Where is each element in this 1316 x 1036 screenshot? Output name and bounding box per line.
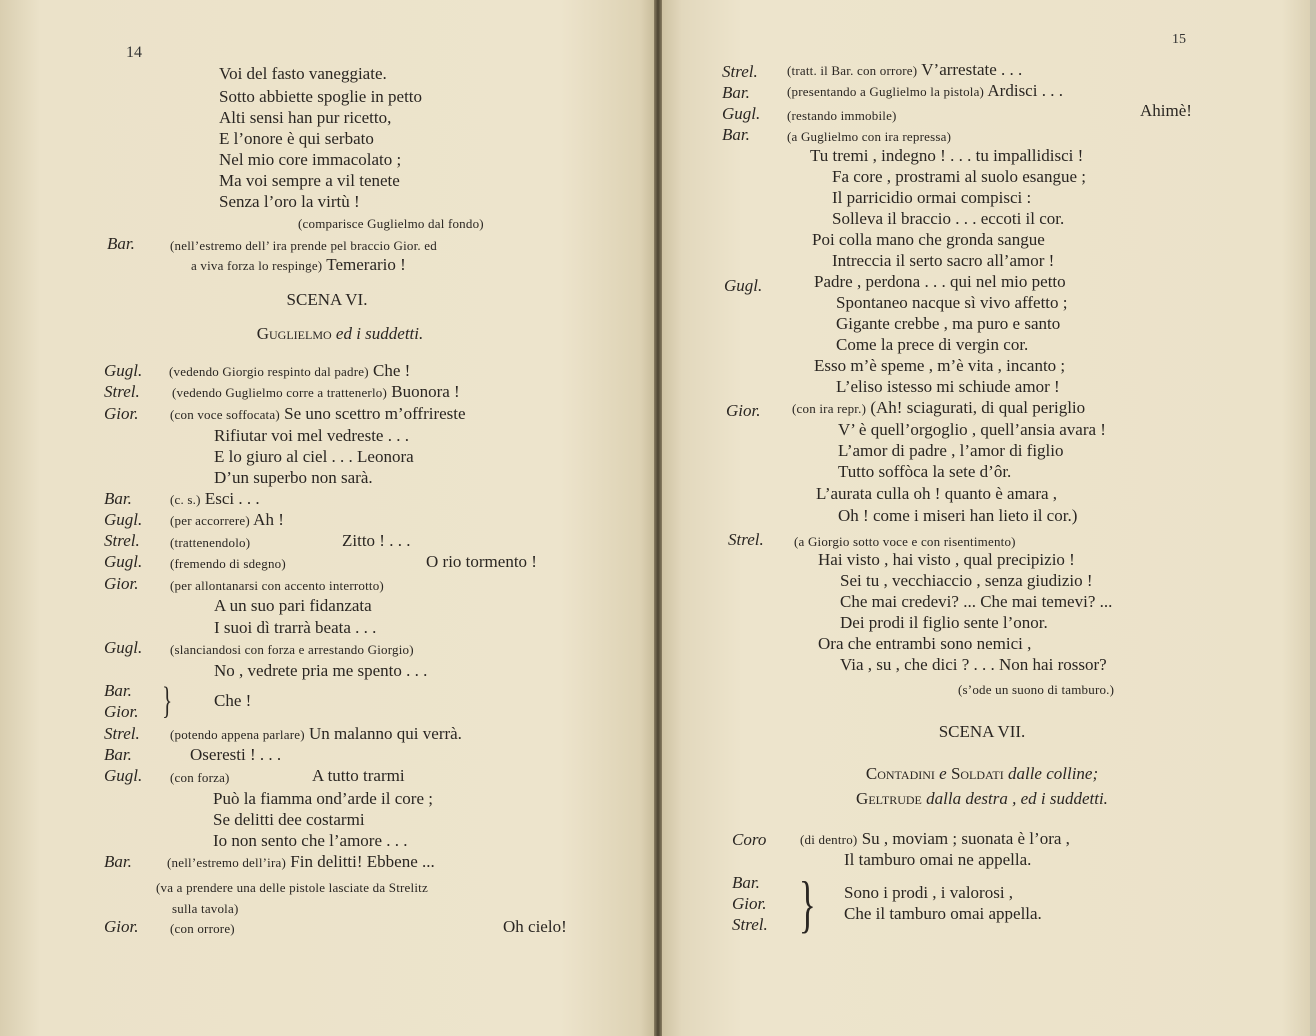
speaker: Strel. <box>722 62 758 81</box>
verse-line: A un suo pari fidanzata <box>214 596 372 615</box>
dialogue-line <box>170 724 462 745</box>
verse-line: Senza l’oro la virtù ! <box>219 192 360 211</box>
speaker: Bar. <box>722 83 750 102</box>
verse-line: Via , su , che dici ? . . . Non hai rossor? <box>840 655 1107 674</box>
subtitle-rest: e <box>939 764 947 783</box>
verse-line: Padre , perdona . . . qui nel mio petto <box>814 272 1066 291</box>
scene-title: SCENA VI. <box>286 290 368 309</box>
page-edge <box>1310 0 1316 1036</box>
verse-line: Voi del fasto vaneggiate. <box>219 64 387 83</box>
stage-direction: (con voce soffocata) <box>170 407 280 422</box>
verse-line: Intreccia il serto sacro all’amor ! <box>832 251 1055 270</box>
dialogue-text: Su , moviam ; suonata è l’ora , <box>861 829 1070 848</box>
dialogue-text: (Ah! sciagurati, di qual periglio <box>870 398 1086 417</box>
speaker: Gior. <box>104 702 139 721</box>
speaker: Strel. <box>732 915 768 934</box>
verse-line: Sei tu , vecchiaccio , senza giudizio ! <box>840 571 1093 590</box>
speaker: Gugl. <box>724 276 763 295</box>
verse-line: Tu tremi , indegno ! . . . tu impallidisci ! <box>810 146 1084 165</box>
verse-line: D’un superbo non sarà. <box>214 468 373 487</box>
speaker: Gior. <box>726 401 761 420</box>
verse-line: Oh ! come i miseri han lieto il cor.) <box>838 506 1078 525</box>
speaker: Bar. <box>722 125 750 144</box>
dialogue-text: Ardisci . . . <box>987 81 1063 100</box>
verse-line: Ora che entrambi sono nemici , <box>818 634 1032 653</box>
verse-line: V’ è quell’orgoglio , quell’ansia avara ! <box>838 420 1106 439</box>
speaker: Gior. <box>732 894 767 913</box>
verse-line: Se delitti dee costarmi <box>213 810 365 829</box>
character-name: Geltrude <box>856 789 922 808</box>
dialogue-text: V’arrestate . . . <box>921 60 1023 79</box>
stage-direction: (c. s.) <box>170 492 201 507</box>
verse-line: Solleva il braccio . . . eccoti il cor. <box>832 209 1065 228</box>
speaker: Gugl. <box>722 104 761 123</box>
dialogue-line <box>170 510 284 531</box>
speaker: Strel. <box>104 382 140 401</box>
verse-line: Che mai credevi? ... Che mai temevi? ... <box>840 592 1113 611</box>
dialogue-text: Esci . . . <box>204 489 260 508</box>
verse-line: Può la fiamma ond’arde il core ; <box>213 789 433 808</box>
stage-direction: (di dentro) <box>800 832 858 847</box>
verse-line: Fa core , prostrami al suolo esangue ; <box>832 167 1086 186</box>
stage-direction: (restando immobile) <box>787 108 897 123</box>
speaker: Bar. <box>104 681 132 700</box>
dialogue-text: A tutto trarmi <box>312 766 405 785</box>
speaker: Gugl. <box>104 510 143 529</box>
dialogue-text: Buonora ! <box>391 382 460 401</box>
scene-subtitle <box>0 324 654 344</box>
dialogue-text: Zitto ! . . . <box>342 531 411 550</box>
dialogue-text: Fin delitti! Ebbene ... <box>290 852 435 871</box>
speaker: Gugl. <box>104 638 143 657</box>
verse-line: Sono i prodi , i valorosi , <box>844 883 1014 902</box>
dialogue-text: Che ! <box>373 361 411 380</box>
stage-direction: (trattenendolo) <box>170 535 251 550</box>
stage-direction: (per accorrere) <box>170 513 250 528</box>
dialogue-text: Temerario ! <box>326 255 406 274</box>
stage-direction: (potendo appena parlare) <box>170 727 305 742</box>
brace: } <box>162 680 173 722</box>
verse-line: Tutto soffòca la sete d’ôr. <box>838 462 1012 481</box>
verse-line: E l’onore è qui serbato <box>219 129 374 148</box>
speaker: Bar. <box>104 489 132 508</box>
speaker: Bar. <box>732 873 760 892</box>
verse-line: Rifiutar voi mel vedreste . . . <box>214 426 409 445</box>
scene-subtitle <box>662 764 1302 784</box>
stage-direction: (vedendo Giorgio respinto dal padre) <box>169 364 369 379</box>
verse-line: L’eliso istesso mi schiude amor ! <box>836 377 1060 396</box>
verse-line: Il tamburo omai ne appella. <box>844 850 1032 869</box>
verse-line: Alti sensi han pur ricetto, <box>219 108 392 127</box>
verse-line: Io non sento che l’amore . . . <box>213 831 408 850</box>
character-name: Guglielmo <box>256 324 332 343</box>
verse-line: Spontaneo nacque sì vivo affetto ; <box>836 293 1068 312</box>
speaker: Gugl. <box>104 766 143 785</box>
verse-line: Dei prodi il figlio sente l’onor. <box>840 613 1048 632</box>
character-name: Soldati <box>950 764 1004 783</box>
verse-line: Il parricidio ormai compisci : <box>832 188 1032 207</box>
dialogue-text: Un malanno qui verrà. <box>308 724 462 743</box>
speaker: Coro <box>732 830 767 849</box>
book-gutter <box>654 0 662 1036</box>
dialogue-line <box>170 404 466 425</box>
verse-line: L’amor di padre , l’amor di figlio <box>838 441 1064 460</box>
scene-subtitle <box>662 789 1302 809</box>
stage-direction: (con forza) <box>170 770 230 785</box>
subtitle-rest: dalla destra , ed i suddetti. <box>926 789 1108 808</box>
stage-direction: (con ira repr.) <box>792 401 867 416</box>
left-page <box>0 0 654 1036</box>
dialogue-line <box>792 398 1085 419</box>
page-number: 15 <box>1172 32 1186 47</box>
stage-direction: (tratt. il Bar. con orrore) <box>787 63 918 78</box>
dialogue-line <box>169 361 410 382</box>
dialogue-text: O rio tormento ! <box>426 552 537 571</box>
verse-line: Esso m’è speme , m’è vita , incanto ; <box>814 356 1066 375</box>
verse-line: Ma voi sempre a vil tenete <box>219 171 400 190</box>
speaker: Strel. <box>728 530 764 549</box>
verse-line: Poi colla mano che gronda sangue <box>812 230 1045 249</box>
speaker: Bar. <box>107 234 135 253</box>
stage-direction: (nell’estremo dell’ ira prende pel braccio Gior. ed <box>170 238 437 253</box>
verse-line: No , vedrete pria me spento . . . <box>214 661 428 680</box>
verse-line: Hai visto , hai visto , qual precipizio ! <box>818 550 1075 569</box>
stage-direction: (fremendo di sdegno) <box>170 556 286 571</box>
right-page <box>662 0 1316 1036</box>
stage-direction: (s’ode un suono di tamburo.) <box>958 682 1115 697</box>
stage-direction: sulla tavola) <box>172 901 239 916</box>
dialogue-text: Che ! <box>214 691 252 710</box>
stage-direction: (slanciandosi con forza e arrestando Giorgio) <box>170 642 414 657</box>
speaker: Bar. <box>104 852 132 871</box>
dialogue-line <box>191 255 406 276</box>
verse-line: Nel mio core immacolato ; <box>219 150 402 169</box>
dialogue-line <box>172 382 460 403</box>
verse-line: L’aurata culla oh ! quanto è amara , <box>816 484 1058 503</box>
stage-direction: a viva forza lo respinge) <box>191 258 323 273</box>
dialogue-line <box>167 852 435 873</box>
dialogue-line <box>800 829 1070 850</box>
speaker: Bar. <box>104 745 132 764</box>
verse-line: Come la prece di vergin cor. <box>836 335 1029 354</box>
dialogue-line <box>787 60 1022 81</box>
stage-direction: (vedendo Guglielmo corre a trattenerlo) <box>172 385 387 400</box>
stage-direction: (va a prendere una delle pistole lasciate da Strelitz <box>156 880 428 895</box>
dialogue-text: Oh cielo! <box>503 917 567 936</box>
verse-line: Sotto abbiette spoglie in petto <box>219 87 423 106</box>
stage-direction: (per allontanarsi con accento interrotto) <box>170 578 384 593</box>
subtitle-rest: ed i suddetti. <box>335 324 424 343</box>
stage-direction: (con orrore) <box>170 921 235 936</box>
dialogue-text: Ahimè! <box>1140 101 1192 120</box>
verse-line: I suoi dì trarrà beata . . . <box>214 618 377 637</box>
stage-direction: (a Guglielmo con ira repressa) <box>787 129 952 144</box>
brace: } <box>798 868 816 939</box>
stage-direction: (nell’estremo dell’ira) <box>167 855 287 870</box>
page-number: 14 <box>126 44 142 61</box>
stage-direction: (presentando a Guglielmo la pistola) <box>787 84 985 99</box>
dialogue-text: Oseresti ! . . . <box>190 745 282 764</box>
dialogue-text: Se uno scettro m’offrireste <box>284 404 466 423</box>
dialogue-line <box>787 81 1063 102</box>
speaker: Gugl. <box>104 361 143 380</box>
stage-direction: (a Giorgio sotto voce e con risentimento) <box>794 534 1016 549</box>
speaker: Gior. <box>104 917 139 936</box>
verse-line: Che il tamburo omai appella. <box>844 904 1042 923</box>
speaker: Gior. <box>104 574 139 593</box>
dialogue-text: Ah ! <box>253 510 284 529</box>
character-name: Contadini <box>865 764 935 783</box>
speaker: Strel. <box>104 531 140 550</box>
stage-direction: (comparisce Guglielmo dal fondo) <box>298 216 484 231</box>
dialogue-line <box>170 489 260 510</box>
scene-title: SCENA VII. <box>938 722 1026 741</box>
verse-line: E lo giuro al ciel . . . Leonora <box>214 447 414 466</box>
verse-line: Gigante crebbe , ma puro e santo <box>836 314 1061 333</box>
speaker: Gior. <box>104 404 139 423</box>
speaker: Strel. <box>104 724 140 743</box>
subtitle-rest: dalle colline; <box>1007 764 1099 783</box>
speaker: Gugl. <box>104 552 143 571</box>
